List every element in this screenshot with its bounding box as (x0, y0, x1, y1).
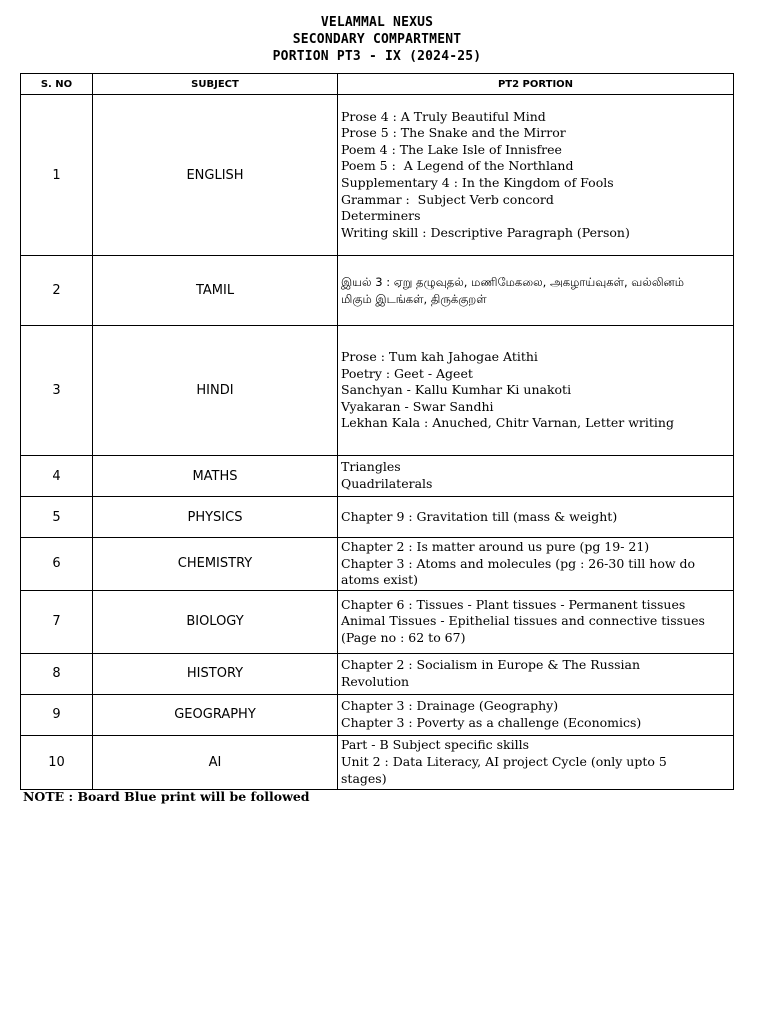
table-header-row (21, 74, 734, 95)
portion-line: stages) (341, 770, 387, 786)
serial-number: 10 (21, 735, 93, 789)
table-row (21, 694, 734, 735)
portion-line: Prose 5 : The Snake and the Mirror (341, 125, 566, 141)
portion-line: Chapter 3 : Poverty as a challenge (Economics) (341, 714, 642, 730)
column-header-sno: S. NO (21, 74, 93, 95)
portion-line: Animal Tissues - Epithelial tissues and connective tissues (341, 613, 705, 629)
table-row (21, 590, 734, 653)
table-row (21, 456, 734, 497)
portion-line: Triangles (341, 459, 401, 475)
table-row (21, 326, 734, 456)
subject-name: PHYSICS (93, 497, 338, 538)
portion-line: Writing skill : Descriptive Paragraph (Person) (341, 224, 630, 240)
portion-line: Vyakaran - Swar Sandhi (341, 398, 494, 414)
table-row (21, 653, 734, 694)
portion-cell (338, 590, 734, 653)
portion-cell (338, 456, 734, 497)
subject-name: CHEMISTRY (93, 538, 338, 591)
subject-name: TAMIL (93, 256, 338, 326)
serial-number: 1 (21, 95, 93, 256)
column-header-portion: PT2 PORTION (338, 74, 734, 95)
table-row (21, 497, 734, 538)
portion-line: Chapter 3 : Drainage (Geography) (341, 698, 559, 714)
portion-line: Revolution (341, 673, 410, 689)
subject-name: GEOGRAPHY (93, 694, 338, 735)
portion-line: Supplementary 4 : In the Kingdom of Fools (341, 175, 614, 190)
portion-line: Quadrilaterals (341, 476, 433, 491)
serial-number: 5 (21, 497, 93, 538)
serial-number: 6 (21, 538, 93, 591)
subject-name: MATHS (93, 456, 338, 497)
portion-line: Unit 2 : Data Literacy, AI project Cycle (only upto 5 (341, 753, 667, 769)
subject-name: HINDI (93, 326, 338, 456)
portion-cell (338, 694, 734, 735)
portion-cell (338, 256, 734, 326)
portion-line: Chapter 2 : Socialism in Europe & The Russian (341, 657, 641, 673)
serial-number: 3 (21, 326, 93, 456)
table-row (21, 95, 734, 256)
portion-cell (338, 326, 734, 456)
portion-line: இயல் 3 : ஏறு தழுவுதல், மணிமேகலை, அகழாய்வுகள், வல்லினம் (341, 274, 684, 289)
portion-line: Chapter 3 : Atoms and molecules (pg : 26-30 till how do (341, 555, 696, 571)
portion-line: Poem 4 : The Lake Isle of Innisfree (341, 141, 562, 157)
column-header-subject: SUBJECT (93, 74, 338, 95)
portion-line: Prose 4 : A Truly Beautiful Mind (341, 108, 546, 124)
portion-line: Determiners (341, 208, 421, 224)
portion-line: மிகும் இடங்கள், திருக்குறள் (341, 291, 487, 306)
portion-line: Part - B Subject specific skills (341, 737, 530, 753)
subject-name: ENGLISH (93, 95, 338, 256)
portion-cell (338, 95, 734, 256)
serial-number: 4 (21, 456, 93, 497)
portion-cell (338, 497, 734, 538)
section-name: SECONDARY COMPARTMENT (292, 32, 462, 47)
portion-line: atoms exist) (341, 572, 419, 588)
portion-line: Lekhan Kala : Anuched, Chitr Varnan, Letter writing (341, 415, 674, 431)
portion-line: (Page no : 62 to 67) (341, 630, 466, 646)
subject-name: AI (93, 735, 338, 789)
serial-number: 9 (21, 694, 93, 735)
portion-line: Sanchyan - Kallu Kumhar Ki unakoti (341, 382, 572, 398)
portion-cell (338, 735, 734, 789)
table-row (21, 735, 734, 789)
portion-line: Chapter 9 : Gravitation till (mass & weight) (341, 508, 618, 524)
portion-line: Chapter 6 : Tissues - Plant tissues - Permanent tissues (341, 596, 686, 612)
footer-note: NOTE : Board Blue print will be followed (23, 789, 310, 804)
serial-number: 8 (21, 653, 93, 694)
serial-number: 7 (21, 590, 93, 653)
table-row (21, 256, 734, 326)
subject-name: BIOLOGY (93, 590, 338, 653)
table-row (21, 538, 734, 591)
portion-line: Poetry : Geet - Ageet (341, 365, 473, 381)
school-name: VELAMMAL NEXUS (320, 15, 434, 30)
portion-line: Prose : Tum kah Jahogae Atithi (341, 349, 538, 365)
document-header (0, 14, 754, 65)
portion-line: Poem 5 : A Legend of the Northland (341, 158, 574, 174)
portion-line: Grammar : Subject Verb concord (341, 191, 554, 207)
portion-table (20, 73, 734, 790)
document-title: PORTION PT3 - IX (2024-25) (272, 49, 482, 64)
portion-cell (338, 538, 734, 591)
serial-number: 2 (21, 256, 93, 326)
subject-name: HISTORY (93, 653, 338, 694)
portion-line: Chapter 2 : Is matter around us pure (pg 19- 21) (341, 539, 650, 554)
portion-cell (338, 653, 734, 694)
